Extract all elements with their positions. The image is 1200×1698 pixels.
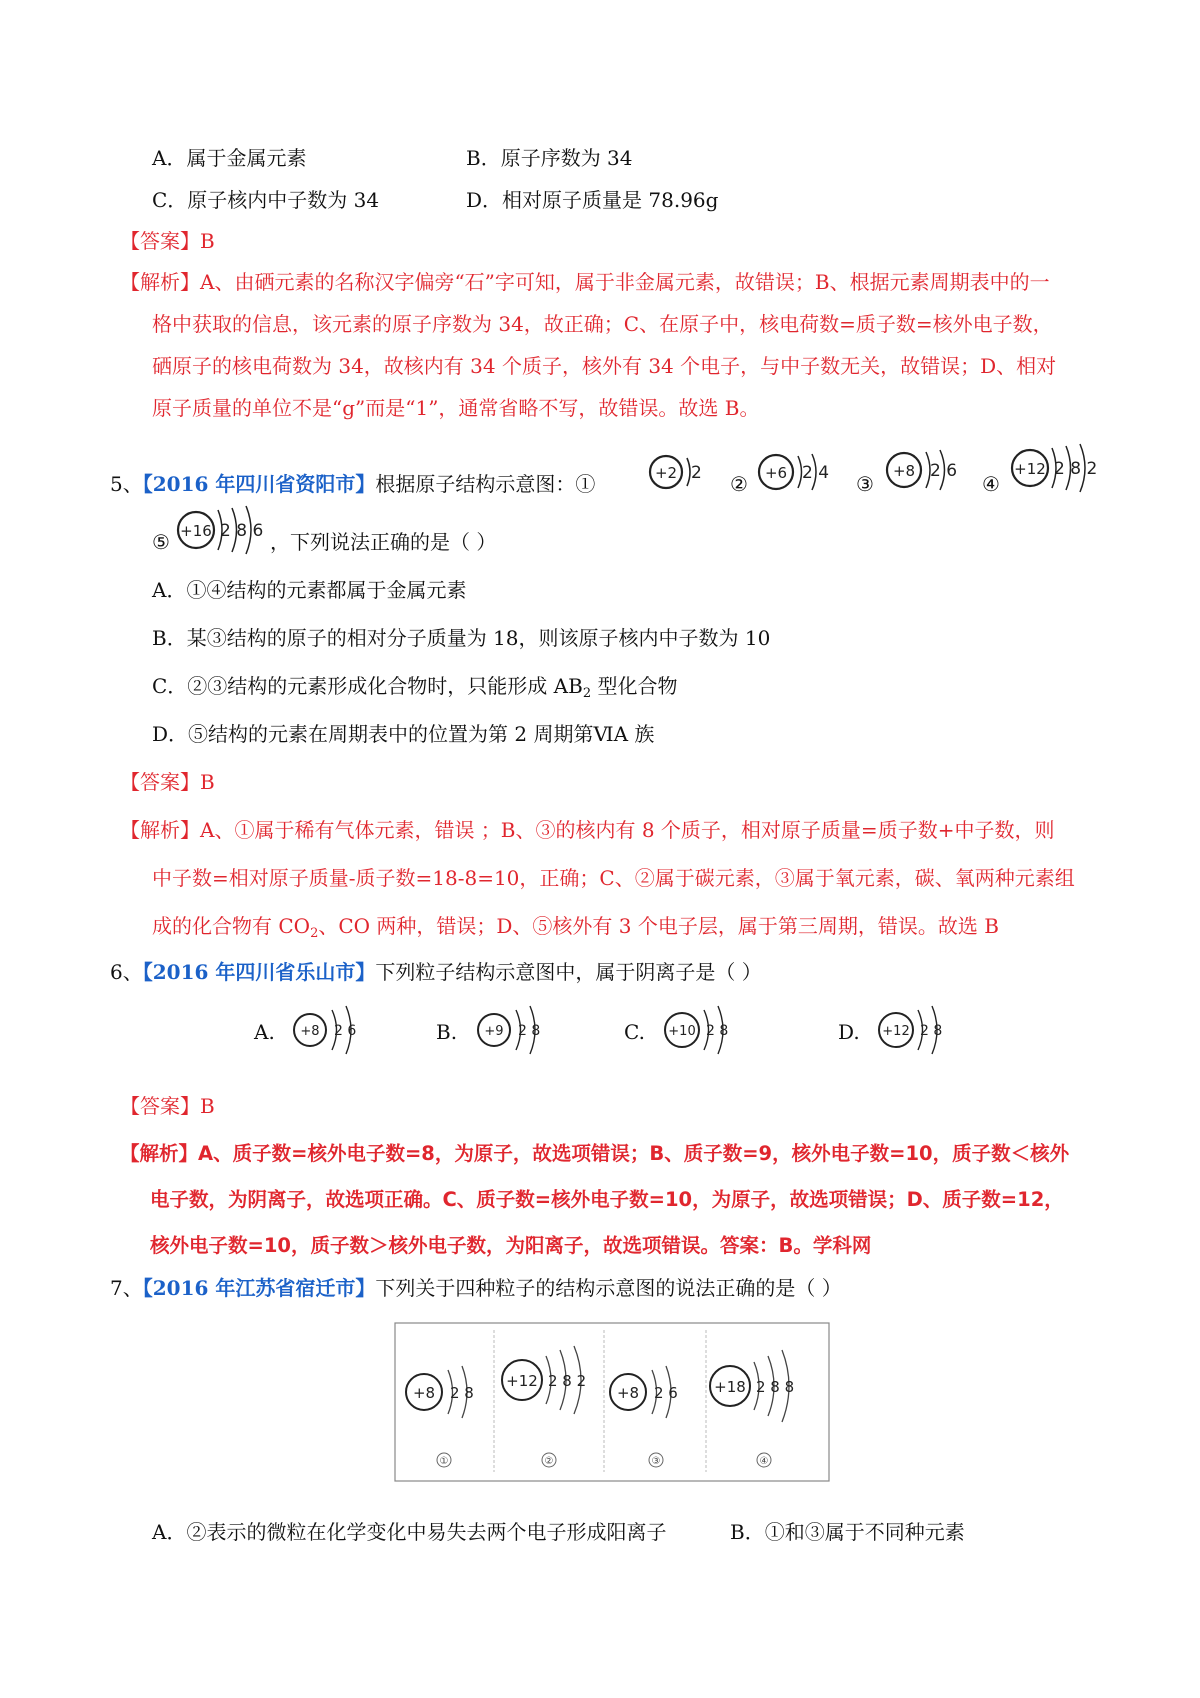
question-stem: 下列粒子结构示意图中，属于阴离子是（ ） (375, 960, 762, 984)
shell-electrons: 2 4 (802, 463, 830, 483)
q7-diagram-strip (394, 1322, 830, 1482)
q6-answer (120, 1092, 215, 1120)
analysis-text: A、质子数=核外电子数=8，为原子，故选项错误；B、质子数=9，核外电子数=10，质子数＜核外 (198, 1142, 1070, 1165)
analysis-label: 【解析】 (120, 818, 200, 842)
q6-analysis-line-2: 电子数，为阴离子，故选项正确。C、质子数=核外电子数=10，为原子，故选项错误；D、质子数=12， (150, 1188, 1064, 1211)
shell-electrons: 2 8 2 (548, 1372, 587, 1390)
q5-stem (110, 470, 595, 498)
shell-electrons: 2 6 (334, 1023, 357, 1039)
q6-stem (110, 958, 762, 986)
question-stem: 下列关于四种粒子的结构示意图的说法正确的是（ ） (375, 1276, 842, 1300)
shell-electrons: 2 8 6 (220, 521, 264, 541)
shell-electrons: 2 8 2 (1054, 459, 1098, 479)
q5-marker-5: ⑤ (152, 530, 170, 554)
question-source: 【2016 年四川省乐山市】 (142, 960, 376, 984)
option-text: C．②③结构的元素形成化合物时，只能形成 AB (152, 674, 583, 698)
shell-electrons: 2 6 (930, 461, 958, 481)
q6-analysis-line-3: 核外电子数=10，质子数＞核外电子数，为阳离子，故选项错误。答案：B。学科网 (150, 1234, 872, 1257)
particle-marker: ③ (651, 1456, 661, 1467)
shell-electrons: 2 6 (654, 1384, 678, 1402)
subscript: 2 (582, 686, 592, 701)
q4-option-a: A．属于金属元素 (152, 146, 307, 170)
q6-option-b: B. (436, 1020, 458, 1044)
q4-analysis-line-4: 原子质量的单位不是“g”而是“1”，通常省略不写，故错误。故选 B。 (152, 396, 760, 420)
shell-arc (687, 458, 690, 486)
q4-option-d: D．相对原子质量是 78.96g (466, 188, 719, 212)
nucleus-charge: +2 (654, 464, 678, 482)
nucleus-charge: +8 (892, 462, 916, 480)
q5-marker-2: ② (730, 472, 748, 496)
q6-diagram-c (656, 992, 742, 1066)
q7-option-b: B．①和③属于不同种元素 (730, 1520, 965, 1544)
q7-option-a: A．②表示的微粒在化学变化中易失去两个电子形成阳离子 (152, 1520, 667, 1544)
analysis-text: 、CO 两种，错误；D、⑤核外有 3 个电子层，属于第三周期，错误。故选 B (318, 914, 999, 938)
nucleus-charge: +16 (180, 522, 212, 540)
q6-option-d: D. (838, 1020, 860, 1044)
q6-option-c: C. (624, 1020, 645, 1044)
q5-option-a: A．①④结构的元素都属于金属元素 (152, 578, 467, 602)
question-source: 【2016 年四川省资阳市】 (142, 472, 376, 496)
question-stem: 根据原子结构示意图： (375, 472, 576, 496)
nucleus-charge: +9 (484, 1024, 504, 1039)
question-number: 7、 (110, 1276, 143, 1300)
shell-electrons: 2 8 (450, 1384, 474, 1402)
q4-analysis-line-2: 格中获取的信息，该元素的原子序数为 34，故正确；C、在原子中，核电荷数=质子数=核外电子数， (152, 312, 1053, 336)
q5-diagram-3 (882, 440, 962, 500)
shell-electrons: 2 8 8 (756, 1378, 795, 1396)
q5-marker-3: ③ (856, 472, 874, 496)
q7-stem (110, 1274, 842, 1302)
answer-value: B (200, 229, 215, 253)
answer-value: B (200, 770, 215, 794)
q4-option-c: C．原子核内中子数为 34 (152, 188, 380, 212)
answer-value: B (200, 1094, 215, 1118)
nucleus-charge: +12 (882, 1024, 910, 1039)
q6-diagram-a (286, 992, 368, 1066)
q5-diagram-2 (756, 442, 836, 500)
analysis-label: 【解析】 (120, 1142, 199, 1165)
nucleus-charge: +8 (300, 1024, 320, 1039)
answer-label: 【答案】 (120, 1094, 200, 1118)
q5-analysis-line-2: 中子数=相对原子质量-质子数=18-8=10，正确；C、②属于碳元素，③属于氧元素，碳、氧两种元素组 (152, 866, 1075, 890)
nucleus-charge: +6 (764, 464, 788, 482)
q5-diagram-1 (646, 444, 706, 500)
q5-analysis-line-3 (152, 912, 999, 940)
question-source: 【2016 年江苏省宿迁市】 (142, 1276, 376, 1300)
subscript: 2 (310, 926, 319, 941)
analysis-text: A、①属于稀有气体元素，错误 ；B、③的核内有 8 个质子，相对原子质量=质子数+中子数，则 (200, 818, 1055, 842)
question-number: 6、 (110, 960, 143, 984)
q4-option-b: B．原子序数为 34 (466, 146, 633, 170)
q5-option-d: D．⑤结构的元素在周期表中的位置为第 2 周期第ⅥA 族 (152, 722, 655, 746)
question-number: 5、 (110, 472, 143, 496)
q5-diagram-4 (1006, 438, 1100, 500)
option-text: 型化合物 (591, 674, 678, 698)
nucleus-charge: +8 (412, 1384, 436, 1402)
q5-analysis-line-1 (120, 816, 1054, 844)
shell-electrons: 2 8 (518, 1023, 541, 1039)
particle-marker: ④ (759, 1456, 769, 1467)
q5-option-b: B．某③结构的原子的相对分子质量为 18，则该原子核内中子数为 10 (152, 626, 771, 650)
nucleus-charge: +12 (1014, 460, 1046, 478)
answer-label: 【答案】 (120, 770, 200, 794)
q6-option-a: A. (254, 1020, 275, 1044)
q5-diagram-5 (174, 498, 274, 560)
q6-analysis-line-1 (120, 1140, 1069, 1168)
q4-analysis-line-1 (120, 268, 1050, 296)
q5-marker-4: ④ (982, 472, 1000, 496)
q5-option-c (152, 672, 677, 700)
shell-electrons: 2 8 (920, 1023, 943, 1039)
q6-diagram-d (870, 992, 956, 1066)
analysis-text: A、由硒元素的名称汉字偏旁“石”字可知，属于非金属元素，故错误；B、根据元素周期表中的一 (200, 270, 1050, 294)
marker-1: ① (575, 472, 596, 496)
nucleus-charge: +8 (616, 1384, 640, 1402)
particle-marker: ② (544, 1456, 554, 1467)
q6-diagram-b (470, 992, 552, 1066)
q4-analysis-line-3: 硒原子的核电荷数为 34，故核内有 34 个质子，核外有 34 个电子，与中子数无关，故错误；D、相对 (152, 354, 1057, 378)
nucleus-charge: +12 (506, 1372, 538, 1390)
nucleus-charge: +18 (714, 1378, 746, 1396)
q4-answer (120, 227, 215, 255)
answer-label: 【答案】 (120, 229, 200, 253)
shell-electrons: 2 8 (706, 1023, 729, 1039)
shell-arc (798, 456, 802, 488)
nucleus-charge: +10 (668, 1024, 696, 1039)
q5-stem-tail: ，下列说法正确的是（ ） (270, 530, 497, 554)
shell-electrons: 2 (691, 463, 702, 483)
q5-answer (120, 768, 215, 796)
particle-marker: ① (439, 1456, 449, 1467)
analysis-label: 【解析】 (120, 270, 200, 294)
analysis-text: 成的化合物有 CO (152, 914, 311, 938)
